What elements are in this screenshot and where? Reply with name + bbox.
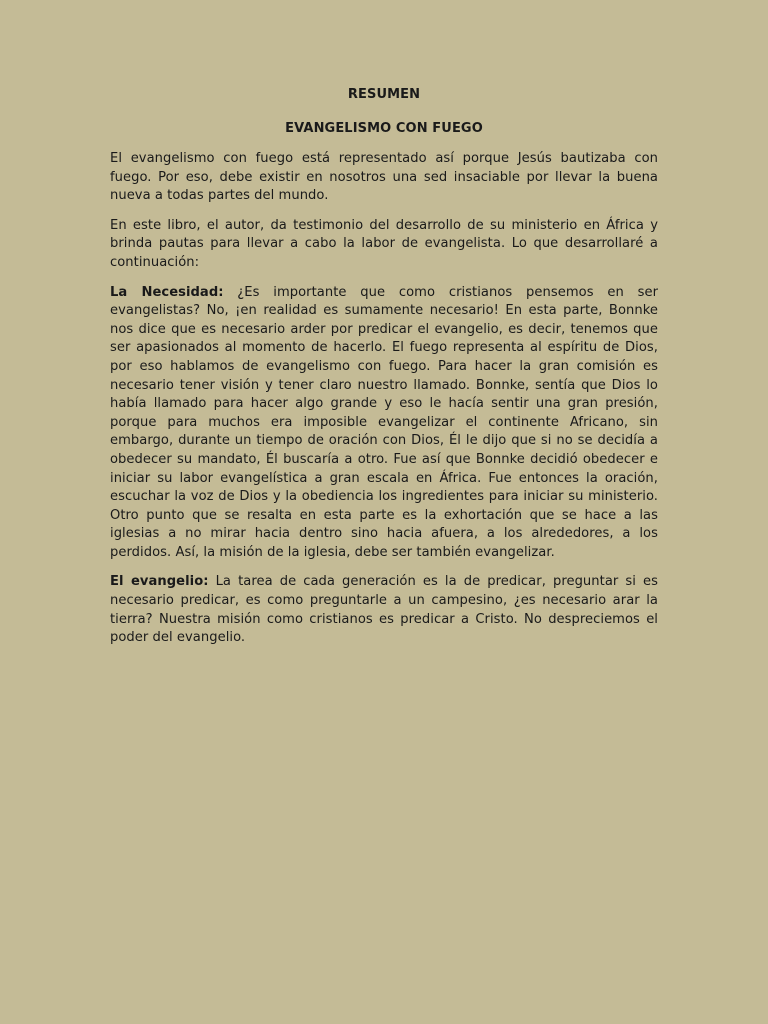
paragraph-text: La tarea de cada generación es la de predicar, preguntar si es necesario predicar, es como preguntarle a un campesino, ¿es necesario arar la tierra? Nuestra misión como cristianos es predicar a Cristo. No despreciemos el poder del evangelio.: [110, 574, 658, 646]
paragraph-intro: [110, 150, 658, 206]
document-title: RESUMEN: [347, 87, 421, 102]
paragraph-la-necesidad: [110, 284, 658, 563]
paragraph-text: En este libro, el autor, da testimonio del desarrollo de su ministerio en África y brinda pautas para llevar a cabo la labor de evangelista. Lo que desarrollaré a continuación:: [110, 217, 658, 270]
paragraph-el-evangelio: [110, 573, 658, 647]
paragraph-text: El evangelismo con fuego está representado así porque Jesús bautizaba con fuego. Por eso, debe existir en nosotros una sed insaciable por llevar la buena nueva a todas partes del mundo.: [110, 151, 658, 204]
paragraph-text: ¿Es importante que como cristianos pensemos en ser evangelistas? No, ¡en realidad es sumamente necesario! En esta parte, Bonnke nos dice que es necesario arder por predicar el evangelio, es decir, tenemos que ser apasionados al momento de hacerlo. El fuego representa al espíritu de Dios, por eso hablamos de evangelismo con fuego. Para hacer la gran comisión es necesario tener visión y tener claro nuestro llamado. Bonnke, sentía que Dios lo había llamado para hacer algo grande y eso le hacía sentir una gran presión, porque para muchos era imposible evangelizar el continente Africano, sin embargo, durante un tiempo de oración con Dios, Él le dijo que si no se decidía a obedecer su mandato, Él buscaría a otro. Fue así que Bonnke decidió obedecer e iniciar su labor evangelística a gran escala en África. Fue entonces la oración, escuchar la voz de Dios y la obediencia los ingredientes para iniciar su ministerio. Otro punto que se resalta en esta parte es la exhortación que se hace a las iglesias a no mirar hacia dentro sino hacia afuera, a los alrededores, a los perdidos. Así, la misión de la iglesia, debe ser también evangelizar.: [110, 284, 658, 560]
paragraph-lead: El evangelio:: [110, 574, 209, 590]
document-subtitle: EVANGELISMO CON FUEGO: [285, 121, 483, 136]
paragraph-lead: La Necesidad:: [110, 284, 224, 300]
paragraph-book-overview: [110, 217, 658, 273]
